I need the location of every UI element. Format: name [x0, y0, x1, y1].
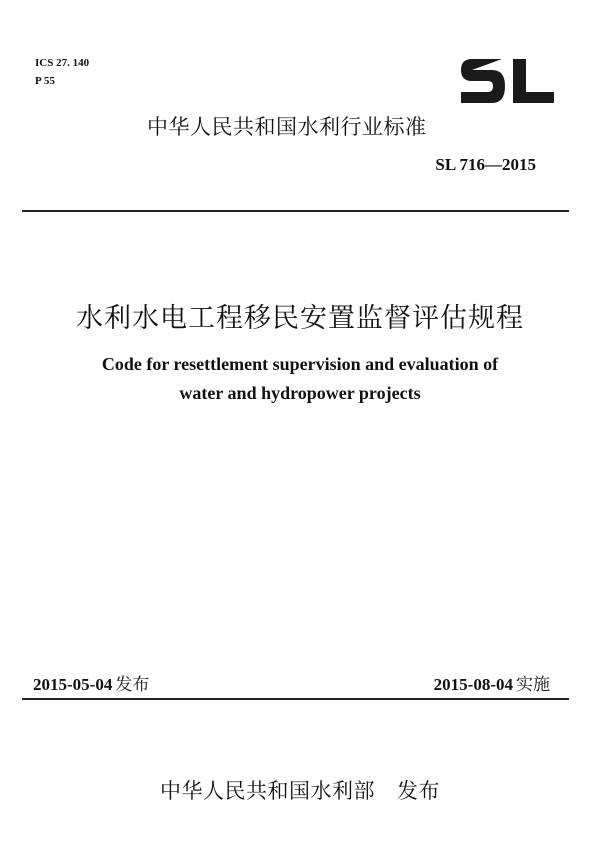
english-title [0, 350, 600, 408]
implement-date-block [434, 670, 550, 695]
standard-number: SL 716—2015 [435, 155, 536, 174]
classification-codes [35, 54, 89, 90]
bottom-divider [22, 698, 569, 700]
issuer-action: 发布 [397, 779, 440, 803]
english-title-line-1: Code for resettlement supervision and evaluation of [101, 354, 499, 374]
sl-logo-l-base [513, 92, 554, 103]
issue-label: 发布 [115, 675, 150, 695]
implement-date: 2015-08-04 [433, 675, 513, 694]
issue-date-block [33, 670, 149, 695]
top-divider [22, 210, 569, 212]
sl-logo [458, 55, 556, 107]
issuer-name: 中华人民共和国水利部 [160, 779, 375, 803]
english-title-line-2: water and hydropower projects [179, 383, 421, 403]
industry-standard-heading: 中华人民共和国水利行业标准 [147, 115, 427, 139]
implement-label: 实施 [516, 675, 550, 695]
ics-code: ICS 27. 140 [35, 57, 90, 69]
chinese-title: 水利水电工程移民安置监督评估规程 [76, 303, 524, 334]
issuer-line [0, 775, 600, 805]
sl-logo-s [461, 59, 505, 103]
p-code: P 55 [35, 75, 55, 87]
issue-date: 2015-05-04 [33, 675, 113, 694]
